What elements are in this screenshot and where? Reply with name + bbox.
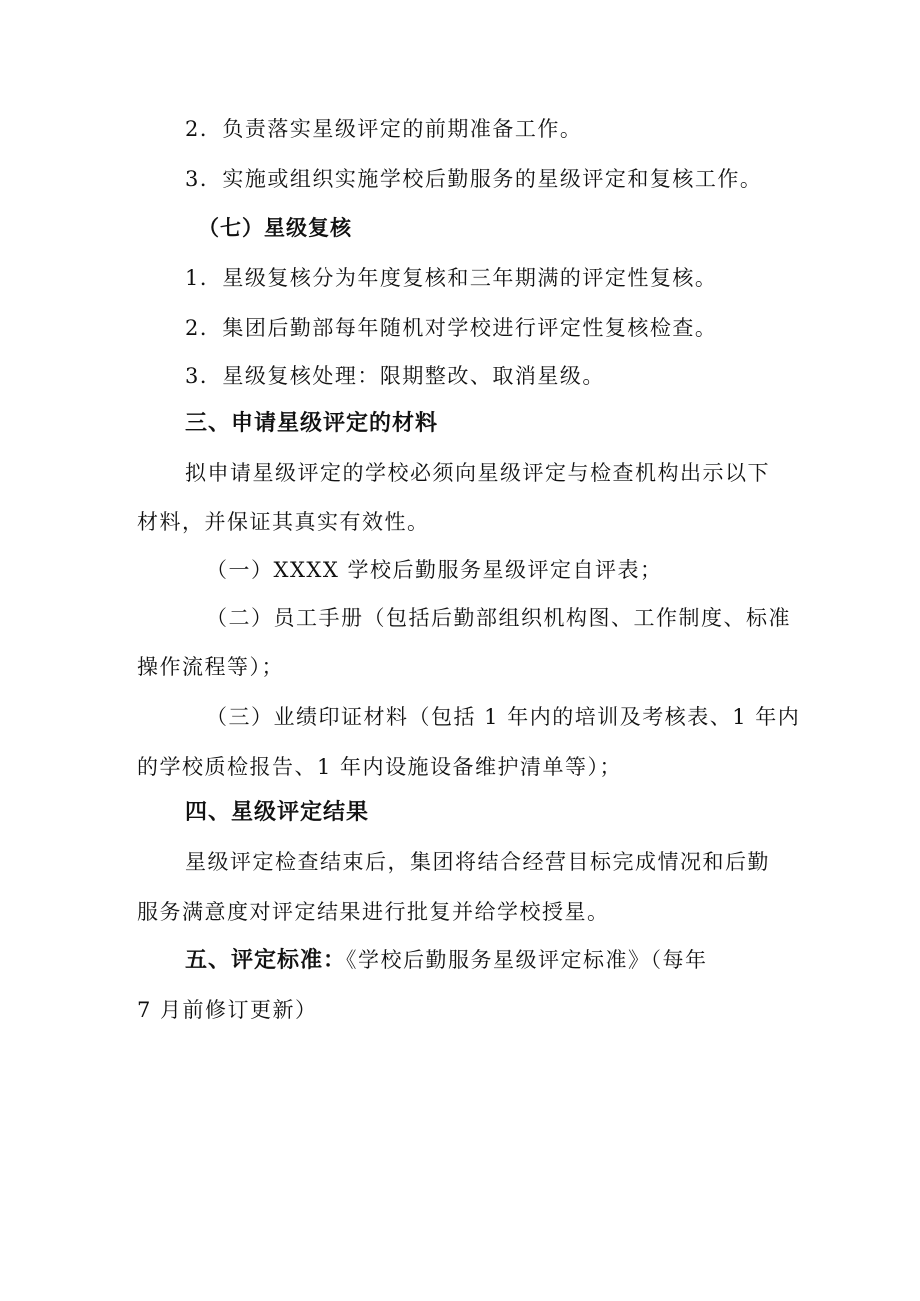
- list-item: 2．负责落实星级评定的前期准备工作。: [185, 117, 583, 141]
- section-heading-5: 五、评定标准：: [185, 948, 347, 973]
- paragraph-line: 材料，并保证其真实有效性。: [137, 510, 430, 534]
- section-heading-4: 四、星级评定结果: [185, 800, 370, 825]
- list-item: 2．集团后勤部每年随机对学校进行评定性复核检查。: [185, 316, 718, 340]
- standard-title: 《学校后勤服务星级评定标准》（每年: [346, 948, 708, 972]
- paragraph-line: 操作流程等）；: [137, 655, 284, 679]
- paragraph-line: [185, 945, 708, 976]
- list-item: （二）员工手册（包括后勤部组织机构图、工作制度、标准: [206, 606, 791, 630]
- section-heading-7: （七）星级复核: [198, 216, 352, 240]
- list-item: 3．星级复核处理：限期整改、取消星级。: [185, 364, 605, 388]
- paragraph-line: 拟申请星级评定的学校必须向星级评定与检查机构出示以下: [185, 461, 770, 485]
- list-item: （一）XXXX 学校后勤服务星级评定自评表；: [206, 558, 663, 582]
- list-item: 3．实施或组织实施学校后勤服务的星级评定和复核工作。: [185, 167, 763, 191]
- paragraph-line: 服务满意度对评定结果进行批复并给学校授星。: [137, 900, 610, 924]
- paragraph-line: 7 月前修订更新）: [137, 998, 318, 1022]
- paragraph-line: 的学校质检报告、1 年内设施设备维护清单等）；: [137, 755, 623, 779]
- paragraph-line: 星级评定检查结束后，集团将结合经营目标完成情况和后勤: [185, 850, 770, 874]
- list-item: （三）业绩印证材料（包括 1 年内的培训及考核表、1 年内: [206, 705, 801, 729]
- section-heading-3: 三、申请星级评定的材料: [185, 411, 439, 436]
- list-item: 1．星级复核分为年度复核和三年期满的评定性复核。: [185, 266, 718, 290]
